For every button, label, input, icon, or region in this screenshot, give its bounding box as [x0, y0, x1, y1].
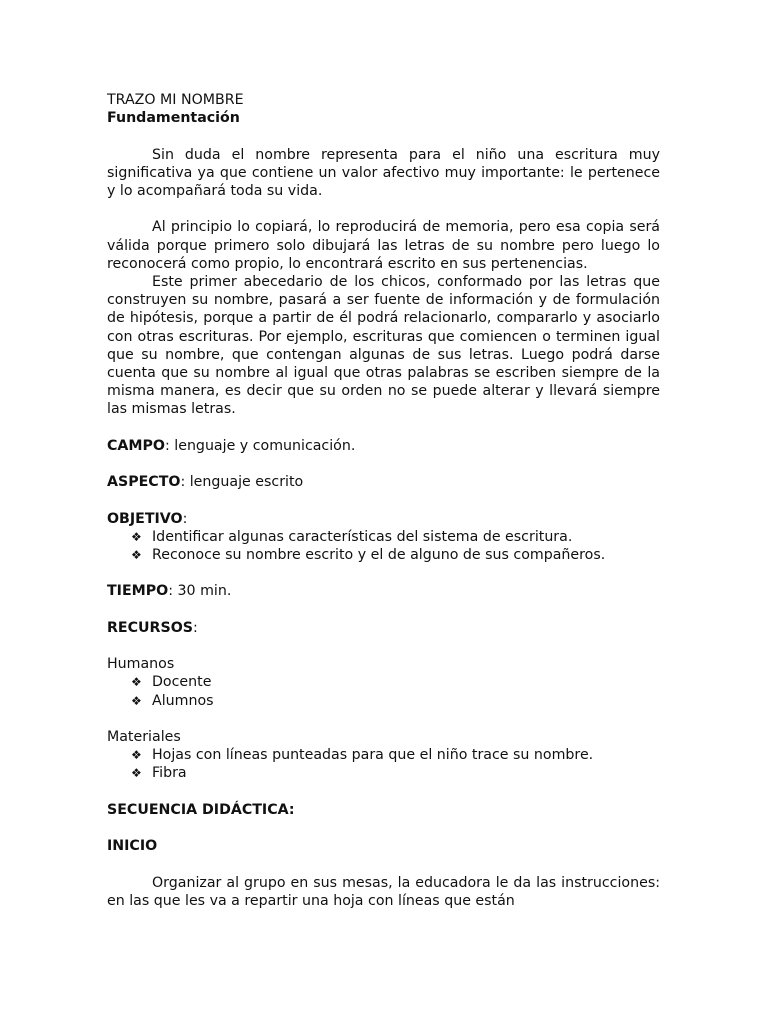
campo-line: [107, 437, 660, 455]
recursos-suffix: :: [192, 619, 198, 636]
tiempo-value: : 30 min.: [168, 583, 232, 600]
diamond-bullet-icon: ❖: [131, 693, 142, 708]
recursos-label: RECURSOS: [107, 619, 193, 636]
list-item: [131, 692, 660, 710]
section-subtitle: Fundamentación: [107, 110, 240, 127]
humanos-label: Humanos: [107, 656, 175, 673]
list-item: [131, 546, 660, 564]
list-item-text: Alumnos: [152, 692, 214, 709]
tiempo-label: TIEMPO: [107, 583, 169, 600]
aspecto-value: : lenguaje escrito: [180, 474, 304, 491]
paragraph-1: Sin duda el nombre representa para el niño una escritura muy significativa ya que contiene un valor afectivo muy importante: le pertenece y lo acompañará toda su vida.: [107, 146, 660, 199]
inicio-paragraph: Organizar al grupo en sus mesas, la educadora le da las instrucciones: en las que les va a repartir una hoja con líneas que están: [107, 874, 660, 909]
paragraph-2: Al principio lo copiará, lo reproducirá de memoria, pero esa copia será válida porque primero solo dibujará las letras de su nombre pero luego lo reconocerá como propio, lo encontrará escrito en sus pertenencias.: [107, 219, 660, 272]
objetivo-label: OBJETIVO: [107, 510, 183, 527]
list-item-text: Hojas con líneas punteadas para que el niño trace su nombre.: [152, 747, 594, 764]
secuencia-heading: SECUENCIA DIDÁCTICA:: [107, 801, 295, 818]
objetivo-list: [107, 528, 660, 564]
aspecto-line: [107, 473, 660, 491]
materiales-label: Materiales: [107, 728, 181, 745]
list-item: [131, 764, 660, 782]
diamond-bullet-icon: ❖: [131, 675, 142, 690]
list-item: [131, 528, 660, 546]
diamond-bullet-icon: ❖: [131, 748, 142, 763]
diamond-bullet-icon: ❖: [131, 529, 142, 544]
list-item-text: Reconoce su nombre escrito y el de alguno de sus compañeros.: [152, 547, 606, 563]
list-item-text: Identificar algunas características del sistema de escritura.: [152, 528, 573, 545]
humanos-list: [107, 673, 660, 709]
campo-value: : lenguaje y comunicación.: [164, 437, 356, 454]
inicio-heading: INICIO: [107, 838, 158, 855]
tiempo-line: [107, 582, 660, 600]
objetivo-suffix: :: [182, 510, 188, 527]
diamond-bullet-icon: ❖: [131, 548, 142, 562]
materiales-list: [107, 746, 660, 782]
list-item-text: Fibra: [152, 765, 187, 782]
recursos-line: [107, 619, 660, 637]
list-item: [131, 746, 660, 764]
document-title: TRAZO MI NOMBRE: [107, 92, 244, 108]
aspecto-label: ASPECTO: [107, 474, 181, 491]
diamond-bullet-icon: ❖: [131, 766, 142, 781]
list-item: [131, 673, 660, 691]
campo-label: CAMPO: [107, 437, 165, 454]
list-item-text: Docente: [152, 674, 212, 691]
objetivo-line: [107, 510, 660, 528]
paragraph-3: Este primer abecedario de los chicos, conformado por las letras que construyen su nombre, pasará a ser fuente de información y de formulación de hipótesis, porque a partir de él podrá relacionarlo, compararlo y asociarlo con otras escrituras. Por ejemplo, escrituras que comiencen o terminen igual que su nombre, que contengan algunas de sus letras. Luego podrá darse cuenta que su nombre al igual que otras palabras se escriben siempre de la misma manera, es decir que su orden no se puede alterar y llevará siempre las mismas letras.: [107, 274, 660, 418]
document-page: [107, 91, 660, 910]
